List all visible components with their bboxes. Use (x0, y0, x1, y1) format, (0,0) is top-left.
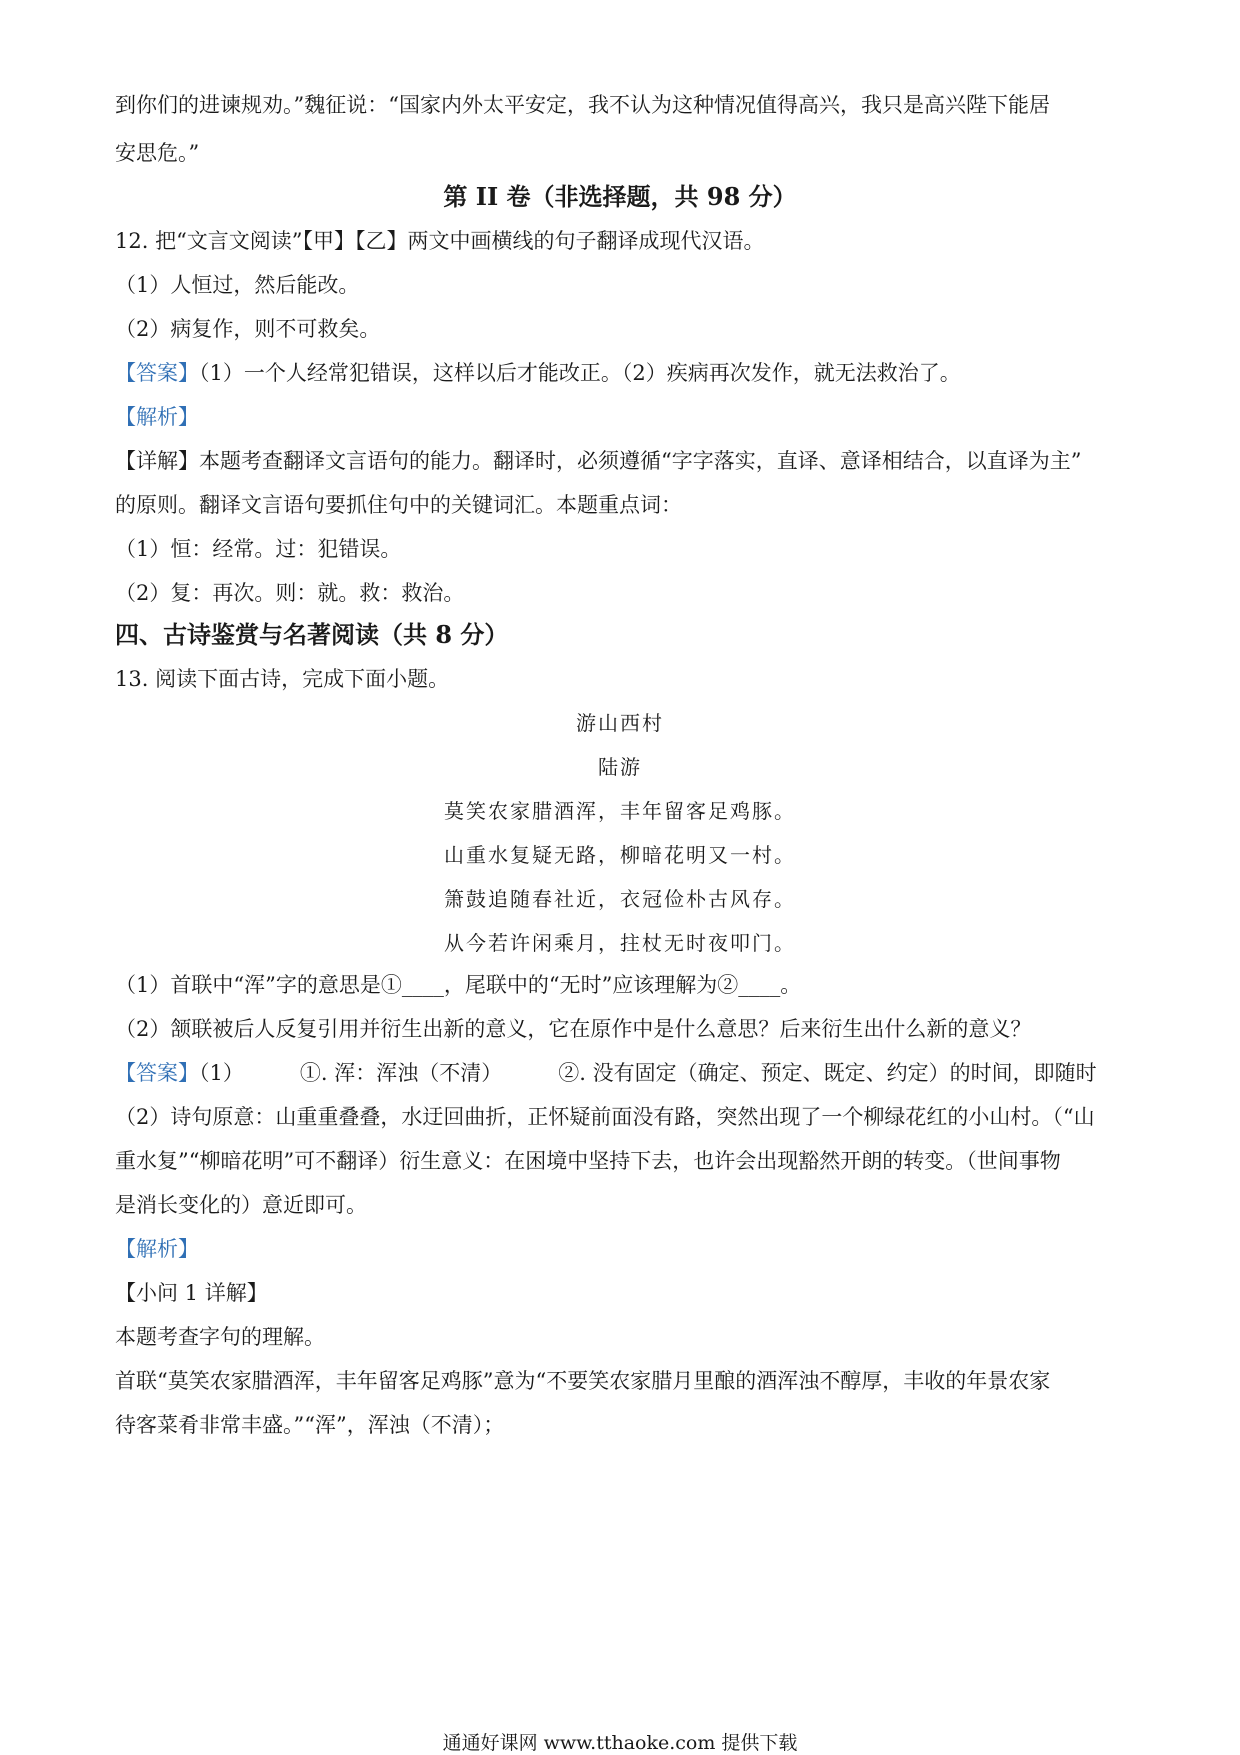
q12-answer (115, 358, 1135, 388)
q12-detail-line-2: 的原则。翻译文言语句要抓住句中的关键词汇。本题重点词： (115, 493, 682, 517)
q12-sentence-2: （2）病复作，则不可救矣。 (115, 317, 381, 341)
answer-item-2: ②. 没有固定（确定、预定、既定、约定）的时间，即随时 (558, 1061, 1097, 1085)
q13-answer-line-1 (115, 1058, 1135, 1088)
answer-label: 【答案】 (115, 361, 199, 385)
part-title: 第 II 卷（非选择题，共 98 分） (443, 182, 797, 211)
q13-sub-detail-line-1: 本题考查字句的理解。 (115, 1325, 325, 1349)
page-footer: 通通好课网 www.tthaoke.com 提供下载 (442, 1732, 798, 1754)
answer-part-1: （1） (199, 1061, 244, 1085)
q13-sub-detail-label: 【小问 1 详解】 (115, 1281, 268, 1305)
q13-sub-question-2: （2）颔联被后人反复引用并衍生出新的意义，它在原作中是什么意思？后来衍生出什么新的意义？ (115, 1017, 1032, 1041)
q13-analysis-label: 【解析】 (115, 1237, 199, 1261)
q13-answer-line-4: 是消长变化的）意近即可。 (115, 1193, 367, 1217)
section-4-title: 四、古诗鉴赏与名著阅读（共 8 分） (115, 620, 509, 649)
poem-author: 陆游 (598, 755, 642, 779)
poem-line-3: 箫鼓追随春社近，衣冠俭朴古风存。 (444, 887, 796, 911)
q13-sub-detail-line-2: 首联“莫笑农家腊酒浑，丰年留客足鸡豚”意为“不要笑农家腊月里酿的酒浑浊不醇厚，丰收的年景农家 (115, 1369, 1051, 1393)
answer-item-1: ①. 浑：浑浊（不清） (299, 1061, 503, 1085)
q12-analysis-label: 【解析】 (115, 405, 199, 429)
q12-sentence-1: （1）人恒过，然后能改。 (115, 273, 360, 297)
q12-stem: 12. 把“文言文阅读”【甲】【乙】两文中画横线的句子翻译成现代汉语。 (115, 229, 765, 253)
q13-stem: 13. 阅读下面古诗，完成下面小题。 (115, 667, 450, 691)
poem-line-1: 莫笑农家腊酒浑，丰年留客足鸡豚。 (444, 799, 796, 823)
q13-answer-line-3: 重水复”“柳暗花明”可不翻译）衍生意义：在困境中坚持下去，也许会出现豁然开朗的转变。（世间事物 (115, 1149, 1061, 1173)
poem-title: 游山西村 (576, 711, 664, 735)
q13-answer-line-2: （2）诗句原意：山重重叠叠，水迂回曲折，正怀疑前面没有路，突然出现了一个柳绿花红的小山村。（“山 (115, 1105, 1095, 1129)
q12-detail-line-3: （1）恒：经常。过：犯错误。 (115, 537, 402, 561)
q12-detail-line-1: 【详解】本题考查翻译文言语句的能力。翻译时，必须遵循“字字落实，直译、意译相结合，以直译为主” (115, 449, 1082, 473)
answer-label: 【答案】 (115, 1061, 199, 1085)
answer-text: （1）一个人经常犯错误，这样以后才能改正。（2）疾病再次发作，就无法救治了。 (199, 361, 961, 385)
intro-line-2: 安思危。” (115, 141, 200, 165)
poem-line-2: 山重水复疑无路，柳暗花明又一村。 (444, 843, 796, 867)
poem-line-4: 从今若许闲乘月，拄杖无时夜叩门。 (444, 931, 796, 955)
q13-sub-question-1: （1）首联中“浑”字的意思是①____，尾联中的“无时”应该理解为②____。 (115, 973, 802, 997)
q12-detail-line-4: （2）复：再次。则：就。救：救治。 (115, 581, 465, 605)
q13-sub-detail-line-3: 待客菜肴非常丰盛。”“浑”，浑浊（不清）； (115, 1413, 505, 1437)
intro-line-1: 到你们的进谏规劝。”魏征说：“国家内外太平安定，我不认为这种情况值得高兴，我只是高兴陛下能居 (115, 93, 1050, 117)
